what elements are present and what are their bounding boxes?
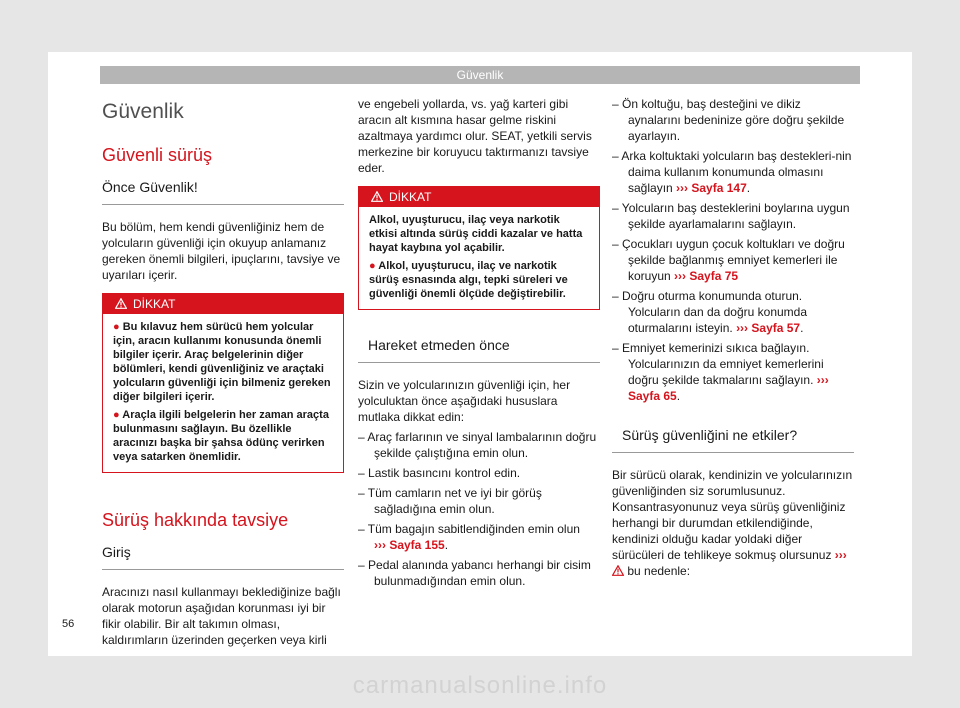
page-title: Güvenlik: [102, 100, 184, 123]
section-title: Güvenli sürüş: [102, 145, 213, 165]
running-header: Güvenlik: [100, 66, 860, 84]
list-item: – Araç farlarının ve sinyal lambalarının doğru şekilde çalıştığına emin olun.: [358, 429, 600, 461]
page-reference-link[interactable]: ›››: [834, 548, 847, 562]
list-item: – Pedal alanında yabancı herhangi bir cisim bulunmadığından emin olun.: [358, 557, 600, 589]
lead-paragraph: Sizin ve yolcularınızın güvenliği için, her yolculuktan önce aşağıdaki hususlara mutlaka dikkat edin:: [358, 378, 571, 424]
page-reference-link[interactable]: ››› Sayfa 155: [374, 538, 445, 552]
page-number: 56: [62, 618, 75, 630]
list-item: – Doğru oturma konumunda oturun. Yolcuların dan da doğru konumda oturmalarını isteyin. ››› Sayfa 57.: [612, 288, 854, 336]
warning-body: [103, 314, 343, 472]
warning-header: [359, 187, 599, 207]
page-reference-link[interactable]: ››› Sayfa 57: [736, 321, 801, 335]
page-reference-link[interactable]: ››› Sayfa 75: [674, 269, 739, 283]
warning-triangle-icon: [371, 191, 383, 202]
column-2: [358, 96, 600, 593]
bullet-icon: ●: [369, 260, 379, 272]
list-item: – Yolcuların baş desteklerini boylarına uygun şekilde ayarlamalarını sağlayın.: [612, 200, 854, 232]
warning-label: DİKKAT: [389, 190, 432, 204]
list-item: – Emniyet kemerinizi sıkıca bağlayın. Yolcularınızın da emniyet kemerlerini doğru şekilde takmalarını sağlayın. ››› Sayfa 65.: [612, 340, 854, 404]
bullet-icon: ●: [113, 321, 123, 333]
page-reference-link[interactable]: ››› Sayfa 147: [676, 181, 747, 195]
before-driving-heading: Hareket etmeden önce: [358, 336, 600, 363]
warning-item: ● Araçla ilgili belgelerin her zaman araçta bulunmasını sağlayın. Bu özellikle aracınızı başka bir şahsa ödünç verirken veya satarken önemlidir.: [113, 409, 329, 463]
watermark: carmanualsonline.info: [352, 672, 608, 699]
intro-paragraph: Bu bölüm, hem kendi güvenliğiniz hem de yolcuların güvenliği için okuyup anlamanız gereken önemli bilgileri, ipuçlarını, tavsiye ve uyarıları içerir.: [102, 220, 341, 282]
continued-paragraph: ve engebeli yollarda, vs. yağ karteri gibi aracın alt kısmına hasar gelme riskini azaltmaya yardımcı olur. SEAT, yetkili servis merkezine bir koruyucu taktırmanızı tavsiye eder.: [358, 97, 592, 175]
driving-safety-paragraph: Bir sürücü olarak, kendinizin ve yolcularınızın güvenliğinden siz sorumlusunuz. Konsantrasyonunuz veya sürüş güvenliğiniz herhangi bir durumdan etkilendiğinde, kendinizi olduğu kadar yoldaki diğer sürücüleri de tehlikeye sokmuş olursunuz ››› bu nedenle:: [612, 468, 853, 578]
warning-text: Alkol, uyuşturucu, ilaç veya narkotik etkisi altında sürüş ciddi kazalar ve hatta hayat kaybına yol açabilir.: [369, 214, 583, 254]
subsection2-title: Giriş: [102, 543, 344, 570]
page-reference-link[interactable]: ››› Sayfa 65: [628, 373, 829, 403]
bullet-icon: ●: [113, 409, 123, 421]
column-1: [102, 96, 344, 658]
driving-safety-heading: Sürüş güvenliğini ne etkiler?: [612, 426, 854, 453]
warning-box: [102, 293, 344, 473]
warning-item: ● Bu kılavuz hem sürücü hem yolcular için, aracın kullanımı konusunda önemli bilgiler içerir. Araç belgelerinin diğer bölümleri, kendi güvenliğiniz ve araçtaki yolcuların güvenliği için bilmeniz gereken diğer bilgileri içerir.: [113, 321, 331, 403]
subsection-title: Önce Güvenlik!: [102, 178, 344, 205]
warning-triangle-icon: [115, 298, 127, 309]
warning-box-2: [358, 186, 600, 310]
list-item: – Ön koltuğu, baş desteğini ve dikiz aynalarını bedeninize göre doğru şekilde ayarlayın.: [612, 96, 854, 144]
list-item: – Tüm camların net ve iyi bir görüş sağladığına emin olun.: [358, 485, 600, 517]
warning-triangle-icon: [612, 565, 624, 576]
list-item: – Lastik basıncını kontrol edin.: [358, 465, 600, 481]
column-3: [612, 96, 854, 589]
list-item: – Arka koltuktaki yolcuların baş destekleri-nin daima kullanım konumunda olmasını sağlayın ››› Sayfa 147.: [612, 148, 854, 196]
warning-item: ● Alkol, uyuşturucu, ilaç ve narkotik sürüş esnasında algı, tepki süreleri ve güvenliği önemli ölçüde değiştirebilir.: [369, 260, 568, 300]
list-item: – Tüm bagajın sabitlendiğinden emin olun ››› Sayfa 155.: [358, 521, 600, 553]
warning-body: [359, 207, 599, 309]
section2-title: Sürüş hakkında tavsiye: [102, 510, 289, 530]
warning-label: DİKKAT: [133, 297, 176, 311]
intro2-paragraph: Aracınızı nasıl kullanmayı beklediğinize bağlı olarak motorun aşağıdan korunması iyi bir fikir olabilir. Bir alt takımın olması, kaldırımların üzerinden geçerken veya kirli: [102, 585, 341, 647]
warning-header: [103, 294, 343, 314]
list-item: – Çocukları uygun çocuk koltukları ve doğru şekilde bağlanmış emniyet kemerleri ile koruyun ››› Sayfa 75: [612, 236, 854, 284]
